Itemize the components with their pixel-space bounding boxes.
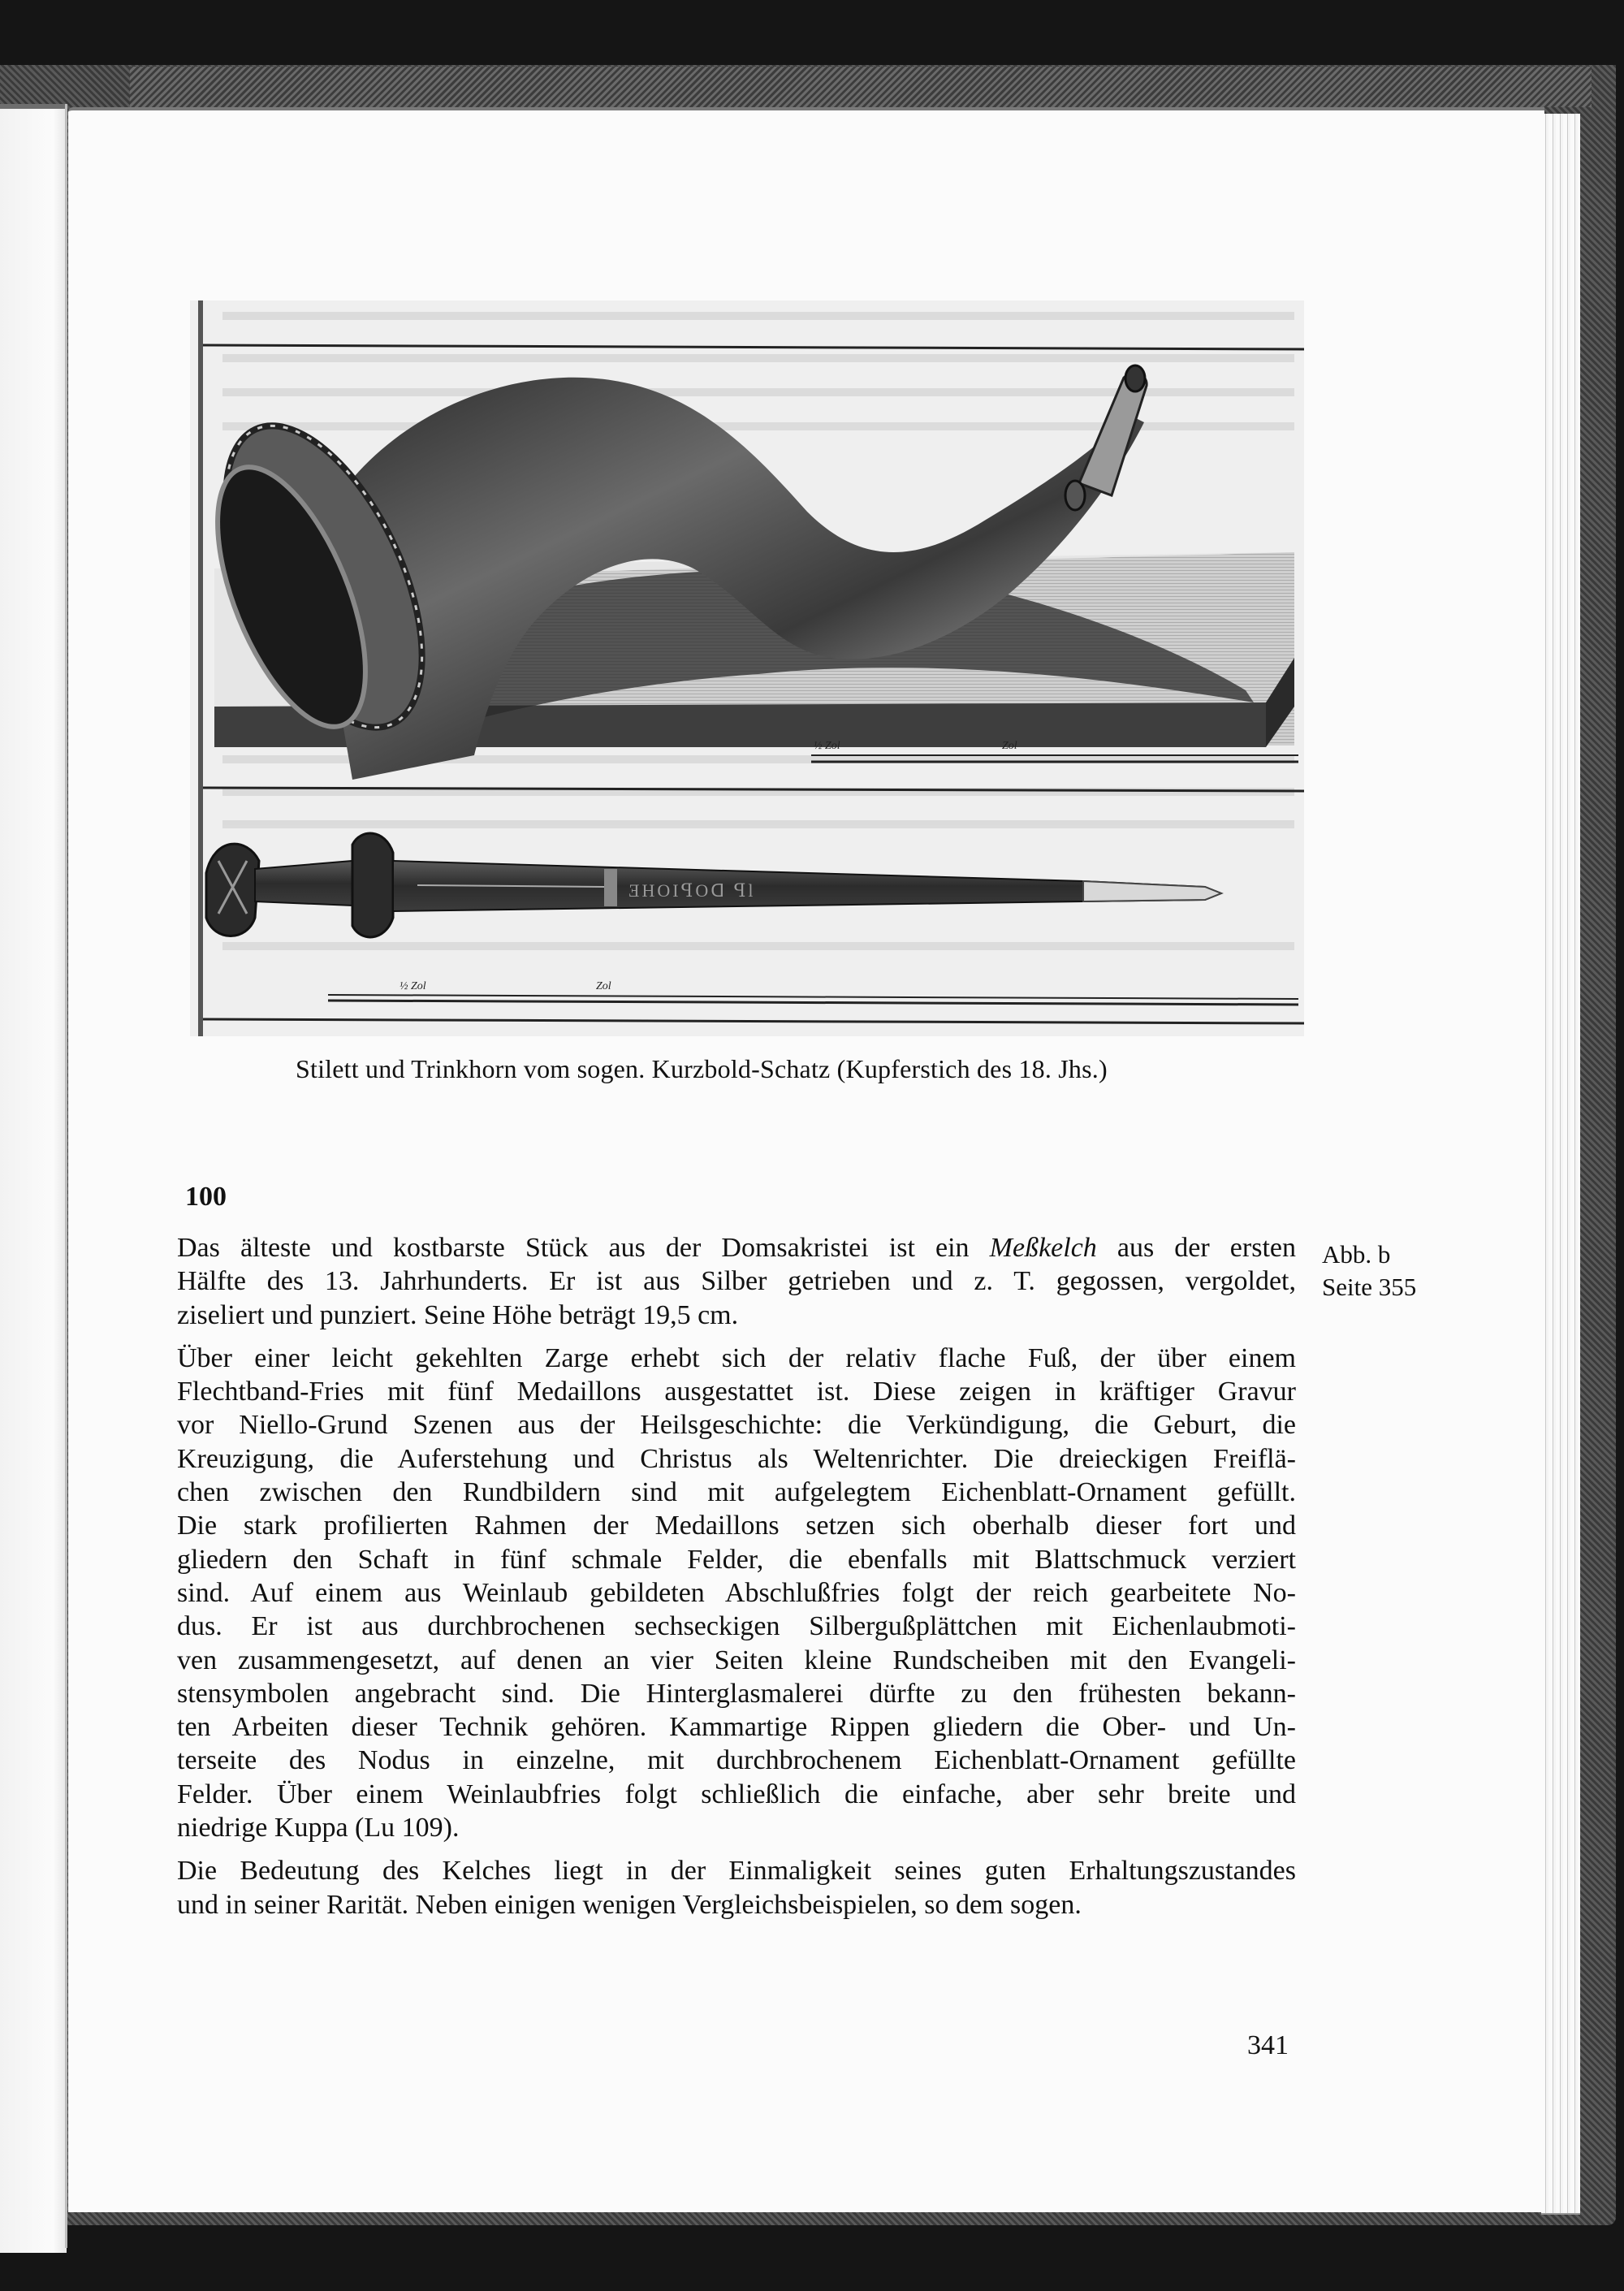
stiletto-chape [1083, 881, 1221, 901]
plate-rule-bottom [203, 1019, 1304, 1023]
body-text [177, 1231, 1296, 1931]
engraving-illustration [190, 300, 1304, 1036]
text-line: ziseliert und punziert. Seine Höhe beträgt 19,5 cm. [177, 1299, 739, 1330]
book-cover-top-edge [130, 67, 1592, 107]
page-stack-edges [1541, 114, 1580, 2215]
paragraph [177, 1854, 1296, 1921]
catalog-number: 100 [185, 1182, 227, 1212]
text-line: sind. Auf einem aus Weinlaub gebildeten Abschlußfries folgt der reich gearbeitete No- [177, 1577, 1296, 1608]
text-line: Flechtband-Fries mit fünf Medaillons ausgestattet ist. Diese zeigen in kräftiger Gravur [177, 1377, 1296, 1407]
stiletto [206, 833, 1221, 937]
marginal-note-figure-ref: Abb. b [1322, 1240, 1391, 1269]
text-line: ten Arbeiten dieser Technik gehören. Kammartige Rippen gliedern die Ober- und Un- [177, 1712, 1296, 1743]
paragraph [177, 1342, 1296, 1844]
plate-border-left [198, 300, 203, 1036]
horn-scale-label-large: Zol [1002, 740, 1017, 752]
text-line: Das älteste und kostbarste Stück aus der Domsakristei ist ein Meßkelch aus der ersten [177, 1233, 1296, 1263]
text-line: terseite des Nodus in einzelne, mit durchbrochenem Eichenblatt-Ornament gefüllte [177, 1745, 1296, 1776]
stiletto-grip [255, 861, 352, 906]
stiletto-inscription: ƎHOIꟼOᗡ ꟼl [628, 880, 756, 901]
text-line: Hälfte des 13. Jahrhunderts. Er ist aus Silber getrieben und z. T. gegossen, vergoldet, [177, 1266, 1296, 1297]
plate-rule-top [203, 345, 1304, 349]
italic-term: Meßkelch [989, 1233, 1097, 1263]
text-line: ven zusammengesetzt, auf denen an vier Seiten kleine Rundscheiben mit den Evangeli- [177, 1645, 1296, 1675]
text-line: Die Bedeutung des Kelches liegt in der Einmaligkeit seines guten Erhaltungszustandes [177, 1856, 1296, 1887]
text-line: Über einer leicht gekehlten Zarge erhebt sich der relativ flache Fuß, der über einem [177, 1342, 1296, 1373]
book-gutter [65, 104, 67, 2248]
text-line: stensymbolen angebracht sind. Die Hinterglasmalerei dürfte zu den frühesten bekann- [177, 1678, 1296, 1709]
horn-tip-cap [1125, 365, 1145, 391]
text-line: Kreuzigung, die Auferstehung und Christus als Weltenrichter. Die dreieckigen Freiflä- [177, 1443, 1296, 1474]
text-line: dus. Er ist aus durchbrochenen sechseckigen Silbergußplättchen mit Eichenlaubmoti- [177, 1611, 1296, 1642]
horn-band [1065, 481, 1085, 510]
facing-page-edge [0, 104, 67, 2253]
text-line: Felder. Über einem Weinlaubfries folgt schließlich die einfache, aber sehr breite und [177, 1779, 1296, 1809]
paragraph [177, 1231, 1296, 1332]
stiletto-scale-bar [328, 995, 1298, 1005]
stiletto-guard [352, 833, 393, 937]
text-line: niedrige Kuppa (Lu 109). [177, 1813, 460, 1844]
stiletto-scale-label-large: Zol [596, 980, 611, 992]
figure-caption: Stilett und Trinkhorn vom sogen. Kurzbold-Schatz (Kupferstich des 18. Jhs.) [296, 1054, 1108, 1083]
stiletto-pommel [206, 844, 259, 936]
horn-scale-label-small: ½ Zol [814, 740, 840, 752]
marginal-note [1322, 1238, 1416, 1303]
marginal-note-page-ref: Seite 355 [1322, 1273, 1417, 1301]
text-line: chen zwischen den Rundbildern sind mit aufgelegtem Eichenblatt-Ornament gefüllt. [177, 1477, 1296, 1508]
text-line: vor Niello-Grund Szenen aus der Heilsgeschichte: die Verkündigung, die Geburt, die [177, 1410, 1296, 1441]
text-line: und in seiner Rarität. Neben einigen wenigen Vergleichsbeispielen, so dem sogen. [177, 1889, 1082, 1920]
page-number: 341 [1247, 2030, 1289, 2060]
stiletto-band [604, 869, 617, 906]
engraving-plate [190, 300, 1304, 1036]
text-line: gliedern den Schaft in fünf schmale Felder, die ebenfalls mit Blattschmuck verziert [177, 1544, 1296, 1575]
text-line: Die stark profilierten Rahmen der Medaillons setzen sich oberhalb dieser fort und [177, 1511, 1296, 1541]
stiletto-scale-label-small: ½ Zol [400, 980, 426, 992]
